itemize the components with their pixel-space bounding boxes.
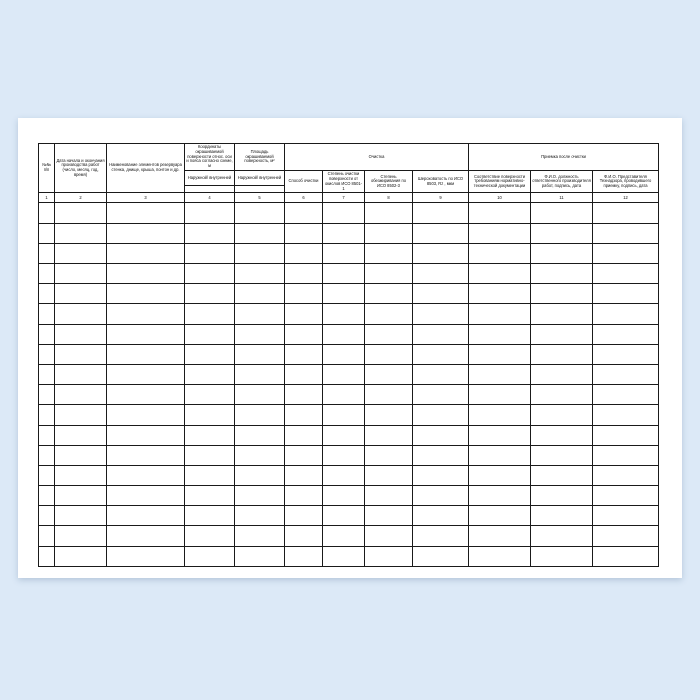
table-cell[interactable] — [39, 203, 55, 223]
table-cell[interactable] — [413, 344, 469, 364]
table-cell[interactable] — [469, 546, 531, 566]
table-cell[interactable] — [55, 486, 107, 506]
table-cell[interactable] — [531, 284, 593, 304]
table-cell[interactable] — [55, 385, 107, 405]
header-col-8: Степень обезжиривания по ИСО 8502-3 — [365, 171, 413, 193]
table-cell[interactable] — [107, 344, 185, 364]
table-cell[interactable] — [185, 465, 235, 485]
table-cell[interactable] — [593, 284, 659, 304]
table-cell[interactable] — [55, 425, 107, 445]
table-cell[interactable] — [365, 364, 413, 384]
table-cell[interactable] — [413, 223, 469, 243]
table-cell[interactable] — [185, 324, 235, 344]
table-cell[interactable] — [285, 405, 323, 425]
table-cell[interactable] — [413, 506, 469, 526]
table-cell[interactable] — [323, 223, 365, 243]
table-cell[interactable] — [593, 385, 659, 405]
column-number: 12 — [593, 193, 659, 203]
table-row[interactable] — [39, 324, 659, 344]
table-cell[interactable] — [413, 284, 469, 304]
table-cell[interactable] — [593, 223, 659, 243]
table-cell[interactable] — [365, 284, 413, 304]
table-cell[interactable] — [107, 223, 185, 243]
table-cell[interactable] — [185, 344, 235, 364]
table-cell[interactable] — [531, 425, 593, 445]
table-cell[interactable] — [39, 324, 55, 344]
table-row[interactable] — [39, 486, 659, 506]
table-cell[interactable] — [39, 243, 55, 263]
column-number: 4 — [185, 193, 235, 203]
table-cell[interactable] — [107, 445, 185, 465]
table-cell[interactable] — [469, 526, 531, 546]
header-col-4-group: Координаты окрашиваемой поверхности относ. оси и пояса согласно схеме, м — [185, 144, 235, 171]
table-cell[interactable] — [469, 324, 531, 344]
table-cell[interactable] — [593, 405, 659, 425]
column-number: 7 — [323, 193, 365, 203]
table-cell[interactable] — [365, 344, 413, 364]
table-cell[interactable] — [285, 264, 323, 284]
table-cell[interactable] — [235, 506, 285, 526]
table-cell[interactable] — [185, 486, 235, 506]
header-col-5: Наружной/ внутренней — [235, 171, 285, 186]
table-cell[interactable] — [365, 425, 413, 445]
table-row[interactable] — [39, 465, 659, 485]
table-cell[interactable] — [413, 324, 469, 344]
table-cell[interactable] — [593, 546, 659, 566]
table-cell[interactable] — [39, 385, 55, 405]
table-cell[interactable] — [469, 364, 531, 384]
table-cell[interactable] — [365, 304, 413, 324]
table-row[interactable] — [39, 203, 659, 223]
table-cell[interactable] — [469, 445, 531, 465]
table-container — [38, 143, 658, 567]
header-col-5-group: Площадь окрашиваемой поверхность, м² — [235, 144, 285, 171]
table-cell[interactable] — [469, 304, 531, 324]
column-number: 1 — [39, 193, 55, 203]
table-cell[interactable] — [531, 486, 593, 506]
table-cell[interactable] — [469, 506, 531, 526]
table-cell[interactable] — [469, 203, 531, 223]
table-cell[interactable] — [593, 344, 659, 364]
table-cell[interactable] — [107, 465, 185, 485]
table-cell[interactable] — [235, 304, 285, 324]
table-cell[interactable] — [323, 344, 365, 364]
table-cell[interactable] — [185, 506, 235, 526]
table-cell[interactable] — [413, 264, 469, 284]
table-row[interactable] — [39, 506, 659, 526]
table-row[interactable] — [39, 526, 659, 546]
table-row[interactable] — [39, 425, 659, 445]
table-cell[interactable] — [39, 405, 55, 425]
table-cell[interactable] — [531, 405, 593, 425]
table-cell[interactable] — [469, 223, 531, 243]
header-col-6: Способ очистки — [285, 171, 323, 193]
table-cell[interactable] — [531, 223, 593, 243]
header-col-2: Дата начала и окончания производства работ (число, месяц, год, время) — [55, 144, 107, 193]
table-cell[interactable] — [107, 546, 185, 566]
table-cell[interactable] — [285, 243, 323, 263]
table-cell[interactable] — [323, 486, 365, 506]
table-cell[interactable] — [285, 364, 323, 384]
table-cell[interactable] — [185, 385, 235, 405]
table-cell[interactable] — [323, 364, 365, 384]
table-cell[interactable] — [107, 425, 185, 445]
table-cell[interactable] — [55, 526, 107, 546]
column-number: 8 — [365, 193, 413, 203]
header-col-7: Степень очистки поверхности от окислов ИСО 8501-1 — [323, 171, 365, 193]
table-cell[interactable] — [323, 385, 365, 405]
table-cell[interactable] — [107, 284, 185, 304]
table-cell[interactable] — [55, 344, 107, 364]
table-cell[interactable] — [531, 243, 593, 263]
column-number: 10 — [469, 193, 531, 203]
column-number: 6 — [285, 193, 323, 203]
table-cell[interactable] — [469, 243, 531, 263]
table-row[interactable] — [39, 445, 659, 465]
table-cell[interactable] — [107, 264, 185, 284]
table-cell[interactable] — [365, 264, 413, 284]
table-cell[interactable] — [235, 405, 285, 425]
table-cell[interactable] — [55, 506, 107, 526]
table-cell[interactable] — [323, 284, 365, 304]
table-cell[interactable] — [107, 385, 185, 405]
table-cell[interactable] — [365, 526, 413, 546]
table-cell[interactable] — [323, 324, 365, 344]
table-cell[interactable] — [39, 465, 55, 485]
table-cell[interactable] — [413, 203, 469, 223]
table-cell[interactable] — [39, 344, 55, 364]
table-cell[interactable] — [323, 203, 365, 223]
table-cell[interactable] — [323, 506, 365, 526]
table-cell[interactable] — [235, 526, 285, 546]
table-cell[interactable] — [285, 223, 323, 243]
table-cell[interactable] — [185, 364, 235, 384]
table-cell[interactable] — [285, 506, 323, 526]
column-number: 5 — [235, 193, 285, 203]
table-cell[interactable] — [531, 304, 593, 324]
table-cell[interactable] — [235, 364, 285, 384]
table-cell[interactable] — [235, 203, 285, 223]
table-cell[interactable] — [531, 546, 593, 566]
table-cell[interactable] — [469, 465, 531, 485]
table-cell[interactable] — [531, 526, 593, 546]
table-cell[interactable] — [185, 425, 235, 445]
header-col-4: Наружной/ внутренней — [185, 171, 235, 186]
table-cell[interactable] — [235, 344, 285, 364]
table-cell[interactable] — [39, 425, 55, 445]
table-cell[interactable] — [531, 465, 593, 485]
table-cell[interactable] — [235, 385, 285, 405]
table-cell[interactable] — [365, 243, 413, 263]
table-cell[interactable] — [107, 526, 185, 546]
table-cell[interactable] — [531, 264, 593, 284]
table-cell[interactable] — [185, 243, 235, 263]
table-row[interactable] — [39, 385, 659, 405]
table-cell[interactable] — [365, 546, 413, 566]
column-number-row — [39, 193, 659, 203]
table-cell[interactable] — [285, 465, 323, 485]
table-cell[interactable] — [39, 364, 55, 384]
table-cell[interactable] — [235, 264, 285, 284]
table-cell[interactable] — [323, 526, 365, 546]
table-cell[interactable] — [469, 405, 531, 425]
table-row[interactable] — [39, 223, 659, 243]
table-cell[interactable] — [365, 324, 413, 344]
header-col-3: Наименование элементов резервуара стенка, днище, крыша, понтон и др. — [107, 144, 185, 193]
column-number: 2 — [55, 193, 107, 203]
table-cell[interactable] — [593, 506, 659, 526]
table-cell[interactable] — [235, 546, 285, 566]
table-cell[interactable] — [55, 284, 107, 304]
table-cell[interactable] — [531, 506, 593, 526]
table-cell[interactable] — [185, 546, 235, 566]
table-cell[interactable] — [39, 506, 55, 526]
table-cell[interactable] — [285, 324, 323, 344]
table-cell[interactable] — [531, 324, 593, 344]
table-cell[interactable] — [285, 344, 323, 364]
table-row[interactable] — [39, 243, 659, 263]
table-cell[interactable] — [107, 506, 185, 526]
table-cell[interactable] — [235, 284, 285, 304]
table-cell[interactable] — [39, 526, 55, 546]
table-cell[interactable] — [593, 364, 659, 384]
table-cell[interactable] — [413, 304, 469, 324]
table-cell[interactable] — [39, 264, 55, 284]
table-cell[interactable] — [323, 445, 365, 465]
table-cell[interactable] — [323, 405, 365, 425]
table-cell[interactable] — [39, 486, 55, 506]
table-cell[interactable] — [365, 405, 413, 425]
table-cell[interactable] — [593, 304, 659, 324]
table-cell[interactable] — [39, 445, 55, 465]
header-col-9: Шероховатость по ИСО 8503, Rz , мкм — [413, 171, 469, 193]
table-cell[interactable] — [235, 445, 285, 465]
table-cell[interactable] — [593, 243, 659, 263]
table-cell[interactable] — [55, 465, 107, 485]
table-cell[interactable] — [185, 304, 235, 324]
table-cell[interactable] — [55, 364, 107, 384]
table-cell[interactable] — [235, 223, 285, 243]
table-cell[interactable] — [285, 445, 323, 465]
table-cell[interactable] — [323, 304, 365, 324]
table-cell[interactable] — [107, 304, 185, 324]
table-cell[interactable] — [185, 284, 235, 304]
table-cell[interactable] — [235, 324, 285, 344]
table-row[interactable] — [39, 264, 659, 284]
table-cell[interactable] — [593, 264, 659, 284]
table-cell[interactable] — [365, 223, 413, 243]
header-col-12: Ф.И.О. Представителя Технадзора, проводившего приемку, подпись, дата — [593, 171, 659, 193]
column-number: 3 — [107, 193, 185, 203]
table-cell[interactable] — [107, 405, 185, 425]
table-cell[interactable] — [235, 243, 285, 263]
table-cell[interactable] — [107, 324, 185, 344]
registration-log-table — [38, 143, 659, 567]
table-cell[interactable] — [469, 264, 531, 284]
table-cell[interactable] — [413, 385, 469, 405]
table-cell[interactable] — [469, 284, 531, 304]
table-cell[interactable] — [55, 304, 107, 324]
header-group-acceptance: Приемка после очистки — [469, 144, 659, 171]
table-cell[interactable] — [55, 546, 107, 566]
table-cell[interactable] — [323, 465, 365, 485]
table-cell[interactable] — [185, 445, 235, 465]
table-cell[interactable] — [285, 284, 323, 304]
table-cell[interactable] — [469, 385, 531, 405]
table-cell[interactable] — [185, 405, 235, 425]
table-cell[interactable] — [235, 465, 285, 485]
table-body — [39, 203, 659, 566]
table-cell[interactable] — [531, 344, 593, 364]
table-cell[interactable] — [107, 364, 185, 384]
table-cell[interactable] — [39, 223, 55, 243]
table-cell[interactable] — [413, 546, 469, 566]
table-header — [39, 144, 659, 203]
table-cell[interactable] — [413, 445, 469, 465]
table-cell[interactable] — [55, 203, 107, 223]
table-cell[interactable] — [469, 425, 531, 445]
table-cell[interactable] — [39, 284, 55, 304]
table-cell[interactable] — [593, 203, 659, 223]
table-cell[interactable] — [285, 546, 323, 566]
header-row-group — [39, 144, 659, 171]
table-cell[interactable] — [531, 385, 593, 405]
table-cell[interactable] — [55, 405, 107, 425]
table-cell[interactable] — [107, 203, 185, 223]
table-cell[interactable] — [323, 546, 365, 566]
table-cell[interactable] — [365, 385, 413, 405]
table-row[interactable] — [39, 364, 659, 384]
column-number: 9 — [413, 193, 469, 203]
table-cell[interactable] — [285, 486, 323, 506]
table-row[interactable] — [39, 304, 659, 324]
table-cell[interactable] — [413, 486, 469, 506]
header-col-4-spacer — [185, 185, 235, 193]
table-cell[interactable] — [285, 203, 323, 223]
table-cell[interactable] — [413, 243, 469, 263]
table-cell[interactable] — [531, 445, 593, 465]
table-cell[interactable] — [413, 526, 469, 546]
table-cell[interactable] — [593, 526, 659, 546]
table-cell[interactable] — [413, 405, 469, 425]
table-cell[interactable] — [413, 425, 469, 445]
table-cell[interactable] — [413, 465, 469, 485]
table-cell[interactable] — [593, 324, 659, 344]
table-cell[interactable] — [55, 324, 107, 344]
table-cell[interactable] — [235, 486, 285, 506]
table-cell[interactable] — [39, 546, 55, 566]
table-cell[interactable] — [365, 506, 413, 526]
table-cell[interactable] — [413, 364, 469, 384]
table-cell[interactable] — [185, 203, 235, 223]
table-cell[interactable] — [185, 223, 235, 243]
header-col-11: Ф.И.О. должность ответственного производителя работ, подпись, дата — [531, 171, 593, 193]
table-cell[interactable] — [107, 486, 185, 506]
table-cell[interactable] — [469, 344, 531, 364]
table-cell[interactable] — [185, 526, 235, 546]
table-row[interactable] — [39, 284, 659, 304]
table-cell[interactable] — [365, 465, 413, 485]
table-cell[interactable] — [323, 425, 365, 445]
table-cell[interactable] — [39, 304, 55, 324]
table-cell[interactable] — [285, 526, 323, 546]
table-cell[interactable] — [185, 264, 235, 284]
table-cell[interactable] — [323, 243, 365, 263]
table-cell[interactable] — [285, 304, 323, 324]
table-cell[interactable] — [55, 223, 107, 243]
document-sheet — [18, 118, 682, 578]
table-cell[interactable] — [593, 425, 659, 445]
table-cell[interactable] — [531, 364, 593, 384]
table-row[interactable] — [39, 405, 659, 425]
header-col-10: Соответствие поверхности требованиям нормативно-технической документации — [469, 171, 531, 193]
table-cell[interactable] — [593, 486, 659, 506]
table-cell[interactable] — [107, 243, 185, 263]
table-cell[interactable] — [365, 445, 413, 465]
table-cell[interactable] — [365, 203, 413, 223]
header-group-cleaning: Очистка — [285, 144, 469, 171]
table-cell[interactable] — [55, 264, 107, 284]
table-row[interactable] — [39, 546, 659, 566]
table-cell[interactable] — [593, 445, 659, 465]
table-cell[interactable] — [323, 264, 365, 284]
table-cell[interactable] — [365, 486, 413, 506]
table-cell[interactable] — [55, 243, 107, 263]
header-col-5-spacer — [235, 185, 285, 193]
table-cell[interactable] — [531, 203, 593, 223]
table-cell[interactable] — [285, 425, 323, 445]
table-row[interactable] — [39, 344, 659, 364]
column-number: 11 — [531, 193, 593, 203]
table-cell[interactable] — [285, 385, 323, 405]
table-cell[interactable] — [55, 445, 107, 465]
table-cell[interactable] — [593, 465, 659, 485]
header-col-1: №№ п/п — [39, 144, 55, 193]
table-cell[interactable] — [235, 425, 285, 445]
table-cell[interactable] — [469, 486, 531, 506]
